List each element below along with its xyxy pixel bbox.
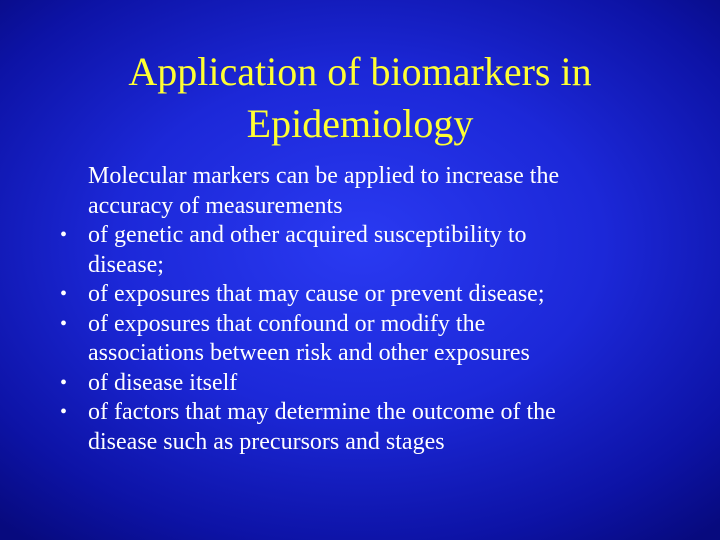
- bullet-list: [58, 221, 678, 457]
- bullet-dot-icon: •: [60, 312, 68, 335]
- intro-line-2: accuracy of measurements: [88, 192, 343, 219]
- bullet-text-line: of disease itself: [88, 369, 238, 396]
- bullet-text-line: disease;: [88, 251, 164, 278]
- bullet-text-line: associations between risk and other exposures: [88, 340, 530, 366]
- bullet-item-genetic-susceptibility: [58, 221, 678, 280]
- bullet-dot-icon: •: [60, 371, 68, 394]
- bullet-text-line: of exposures that confound or modify the: [88, 310, 486, 337]
- slide-title-line-1: Application of biomarkers in: [128, 49, 592, 94]
- bullet-text-line: of factors that may determine the outcome of the: [88, 399, 556, 425]
- intro-text: [58, 162, 678, 221]
- bullet-item-disease-itself: [58, 369, 678, 399]
- intro-line-1: Molecular markers can be applied to increase the: [88, 163, 560, 189]
- slide-title: [60, 46, 660, 150]
- bullet-item-outcome-factors: [58, 398, 678, 457]
- slide-body: [58, 162, 678, 457]
- bullet-item-exposures-cause-prevent: [58, 280, 678, 310]
- bullet-text-line: of exposures that may cause or prevent disease;: [88, 281, 545, 307]
- bullet-dot-icon: •: [60, 224, 68, 246]
- bullet-dot-icon: •: [60, 401, 68, 423]
- slide-title-line-2: Epidemiology: [246, 101, 474, 146]
- bullet-item-exposures-confound: [58, 310, 678, 369]
- bullet-text-line: of genetic and other acquired susceptibility to: [88, 222, 527, 248]
- bullet-dot-icon: •: [60, 283, 68, 305]
- bullet-text-line: disease such as precursors and stages: [88, 428, 445, 455]
